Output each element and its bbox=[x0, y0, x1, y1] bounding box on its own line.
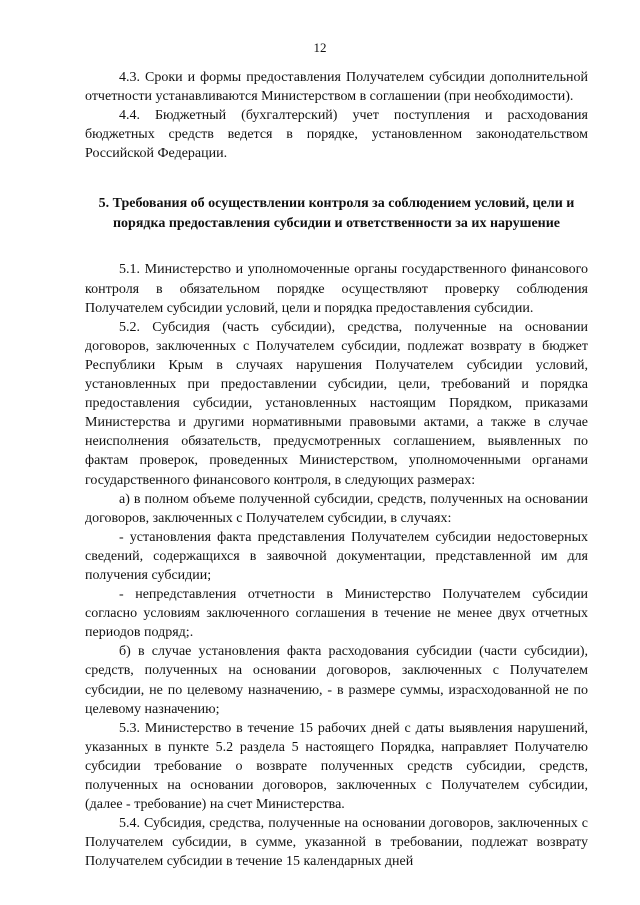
paragraph-5-4: 5.4. Субсидия, средства, полученные на основании договоров, заключенных с Получателем субсидии, в сумме, указанной в требовании, подлежат возврату Получателем субсидии в течение 15 календарных дней bbox=[85, 816, 588, 870]
paragraph-4-3: 4.3. Сроки и формы предоставления Получателем субсидии дополнительной отчетности устанавливаются Министерством в соглашении (при необходимости). bbox=[85, 70, 588, 105]
paragraph-5-1: 5.1. Министерство и уполномоченные органы государственного финансового контроля в обязательном порядке осуществляют проверку соблюдения Получателем субсидии условий, цели и порядка предоставления субсидии. bbox=[85, 262, 588, 316]
document-body bbox=[85, 68, 588, 871]
section-heading: 5. Требования об осуществлении контроля за соблюдением условий, цели и порядка предоставления субсидии и ответственности за их нарушение bbox=[98, 196, 575, 231]
paragraph-5-2-b: б) в случае установления факта расходования субсидии (части субсидии), средств, полученных на основании договоров, заключенных с Получателем субсидии, не по целевому назначению, - в размере суммы, израсходованной не по целевому назначению; bbox=[85, 644, 588, 717]
paragraph-5-2: 5.2. Субсидия (часть субсидии), средства, полученные на основании договоров, заключенных с Получателем субсидии, подлежат возврату в бюджет Республики Крым в случаях нарушения Получателем субсидии условий, установленных при предоставлении субсидии, цели, требований и порядка предоставления субсидии, установленных настоящим Порядком, приказами Министерства и другими нормативными правовыми актами, а также в случае неисполнения обязательств, предусмотренных соглашением, выявленных по фактам проверок, проведенных Министерством, уполномоченными органами государственного финансового контроля, в следующих размерах: bbox=[85, 319, 588, 488]
paragraph-4-4: 4.4. Бюджетный (бухгалтерский) учет поступления и расходования бюджетных средств ведется в порядке, установленном законодательством Российской Федерации. bbox=[85, 108, 588, 162]
paragraph-5-3: 5.3. Министерство в течение 15 рабочих дней с даты выявления нарушений, указанных в пункте 5.2 раздела 5 настоящего Порядка, направляет Получателю субсидии требование о возврате полученных средств субсидии, средств, полученных на основании договоров, заключенных с Получателем субсидии, (далее - требование) на счет Министерства. bbox=[85, 720, 588, 813]
paragraph-5-2-a-item-2: - непредставления отчетности в Министерство Получателем субсидии согласно условиям заключенного соглашения в течение не менее двух отчетных периодов подряд;. bbox=[85, 587, 588, 641]
page-number: 12 bbox=[313, 40, 327, 55]
paragraph-5-2-a: а) в полном объеме полученной субсидии, средств, полученных на основании договоров, заключенных с Получателем субсидии, в случаях: bbox=[85, 491, 588, 526]
paragraph-5-2-a-item-1: - установления факта представления Получателем субсидии недостоверных сведений, содержащихся в заявочной документации, представленной им для получения субсидии; bbox=[85, 529, 588, 583]
